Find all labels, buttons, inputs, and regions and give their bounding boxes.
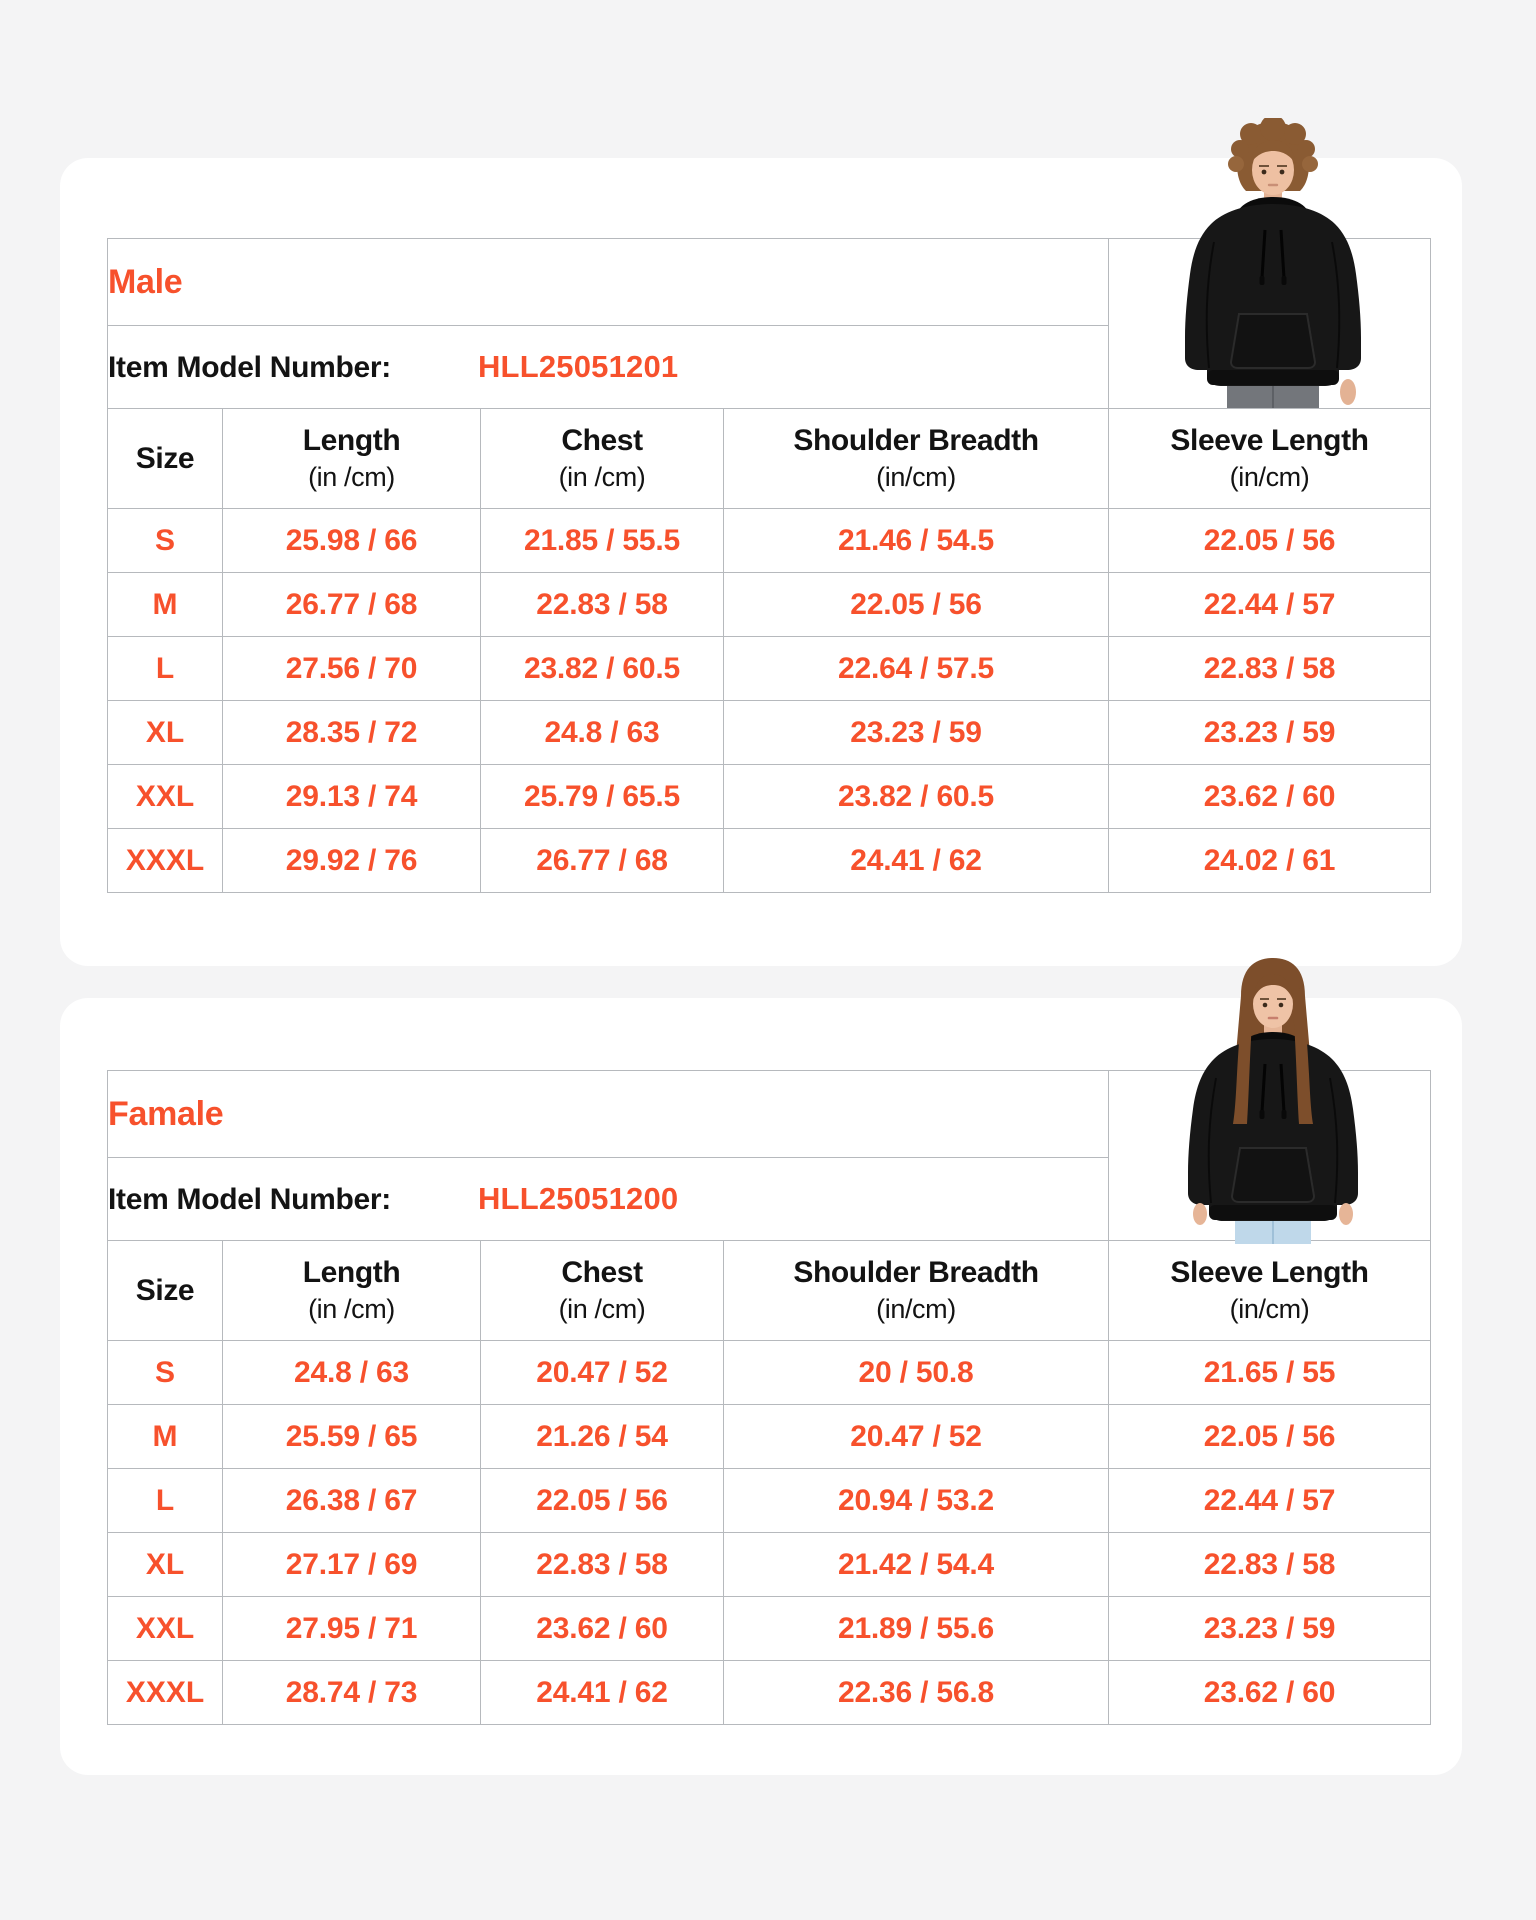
measurement-cell: 24.8 / 63 [223,1341,481,1405]
column-header-shoulder-breadth: Shoulder Breadth (in/cm) [724,409,1109,509]
measurement-cell: 25.98 / 66 [223,509,481,573]
column-header-sleeve-length: Sleeve Length (in/cm) [1109,1241,1431,1341]
measurement-cell: 22.64 / 57.5 [724,637,1109,701]
column-header-length: Length (in /cm) [223,409,481,509]
measurement-cell: 20 / 50.8 [724,1341,1109,1405]
size-row-s [108,1341,1431,1405]
measurement-cell: 20.47 / 52 [481,1341,724,1405]
size-row-m [108,573,1431,637]
measurement-cell: 26.77 / 68 [481,829,724,893]
measurement-cell: 23.62 / 60 [1109,1661,1431,1725]
male-photo-cell [1109,239,1431,409]
measurement-cell: 27.95 / 71 [223,1597,481,1661]
measurement-cell: 21.26 / 54 [481,1405,724,1469]
female-size-card [60,998,1462,1775]
measurement-cell: 21.42 / 54.4 [724,1533,1109,1597]
female-size-table [107,1070,1431,1725]
measurement-cell: 23.23 / 59 [724,701,1109,765]
measurement-cell: 23.62 / 60 [481,1597,724,1661]
measurement-cell: 26.77 / 68 [223,573,481,637]
measurement-cell: 24.41 / 62 [481,1661,724,1725]
column-header-shoulder-breadth: Shoulder Breadth (in/cm) [724,1241,1109,1341]
size-label: XXXL [108,1661,223,1725]
female-fringe [1253,974,1293,1000]
measurement-cell: 20.47 / 52 [724,1405,1109,1469]
table-title-male: Male [108,239,1109,326]
size-label: XL [108,701,223,765]
measurement-cell: 25.79 / 65.5 [481,765,724,829]
size-label: M [108,573,223,637]
male-size-card [60,158,1462,966]
size-row-m [108,1405,1431,1469]
column-header-chest: Chest (in /cm) [481,409,724,509]
size-row-xxxl [108,1661,1431,1725]
measurement-cell: 24.02 / 61 [1109,829,1431,893]
measurement-cell: 27.56 / 70 [223,637,481,701]
column-header-row [108,1241,1431,1341]
measurement-cell: 20.94 / 53.2 [724,1469,1109,1533]
measurement-cell: 22.83 / 58 [1109,1533,1431,1597]
size-row-l [108,637,1431,701]
item-model-row [108,326,1109,409]
male-size-table [107,238,1431,893]
size-label: S [108,509,223,573]
measurement-cell: 21.89 / 55.6 [724,1597,1109,1661]
measurement-cell: 22.44 / 57 [1109,1469,1431,1533]
item-model-label: Item Model Number: [108,351,391,384]
measurement-cell: 23.62 / 60 [1109,765,1431,829]
measurement-cell: 22.05 / 56 [1109,509,1431,573]
column-header-sleeve-length: Sleeve Length (in/cm) [1109,409,1431,509]
size-row-s [108,509,1431,573]
size-label: XXL [108,765,223,829]
measurement-cell: 28.74 / 73 [223,1661,481,1725]
size-label: XXXL [108,829,223,893]
measurement-cell: 29.13 / 74 [223,765,481,829]
size-label: S [108,1341,223,1405]
size-row-xxl [108,765,1431,829]
size-label: XL [108,1533,223,1597]
item-model-row [108,1158,1109,1241]
size-row-xl [108,1533,1431,1597]
measurement-cell: 22.05 / 56 [1109,1405,1431,1469]
measurement-cell: 24.41 / 62 [724,829,1109,893]
size-row-xxxl [108,829,1431,893]
measurement-cell: 23.82 / 60.5 [481,637,724,701]
measurement-cell: 21.65 / 55 [1109,1341,1431,1405]
measurement-cell: 24.8 / 63 [481,701,724,765]
size-label: M [108,1405,223,1469]
size-label: XXL [108,1597,223,1661]
size-row-l [108,1469,1431,1533]
measurement-cell: 22.83 / 58 [481,573,724,637]
measurement-cell: 22.83 / 58 [481,1533,724,1597]
measurement-cell: 27.17 / 69 [223,1533,481,1597]
size-label: L [108,1469,223,1533]
measurement-cell: 21.85 / 55.5 [481,509,724,573]
measurement-cell: 22.05 / 56 [481,1469,724,1533]
measurement-cell: 22.36 / 56.8 [724,1661,1109,1725]
column-header-size: Size [108,409,223,509]
table-title-female: Famale [108,1071,1109,1158]
column-header-size: Size [108,1241,223,1341]
measurement-cell: 28.35 / 72 [223,701,481,765]
female-photo-cell [1109,1071,1431,1241]
column-header-chest: Chest (in /cm) [481,1241,724,1341]
measurement-cell: 26.38 / 67 [223,1469,481,1533]
size-label: L [108,637,223,701]
size-row-xl [108,701,1431,765]
measurement-cell: 21.46 / 54.5 [724,509,1109,573]
measurement-cell: 22.05 / 56 [724,573,1109,637]
size-row-xxl [108,1597,1431,1661]
item-model-number: HLL25051201 [477,349,679,384]
measurement-cell: 23.23 / 59 [1109,1597,1431,1661]
measurement-cell: 22.44 / 57 [1109,573,1431,637]
measurement-cell: 25.59 / 65 [223,1405,481,1469]
measurement-cell: 23.82 / 60.5 [724,765,1109,829]
measurement-cell: 22.83 / 58 [1109,637,1431,701]
item-model-label: Item Model Number: [108,1183,391,1216]
column-header-length: Length (in /cm) [223,1241,481,1341]
measurement-cell: 23.23 / 59 [1109,701,1431,765]
item-model-number: HLL25051200 [477,1181,679,1216]
measurement-cell: 29.92 / 76 [223,829,481,893]
column-header-row [108,409,1431,509]
